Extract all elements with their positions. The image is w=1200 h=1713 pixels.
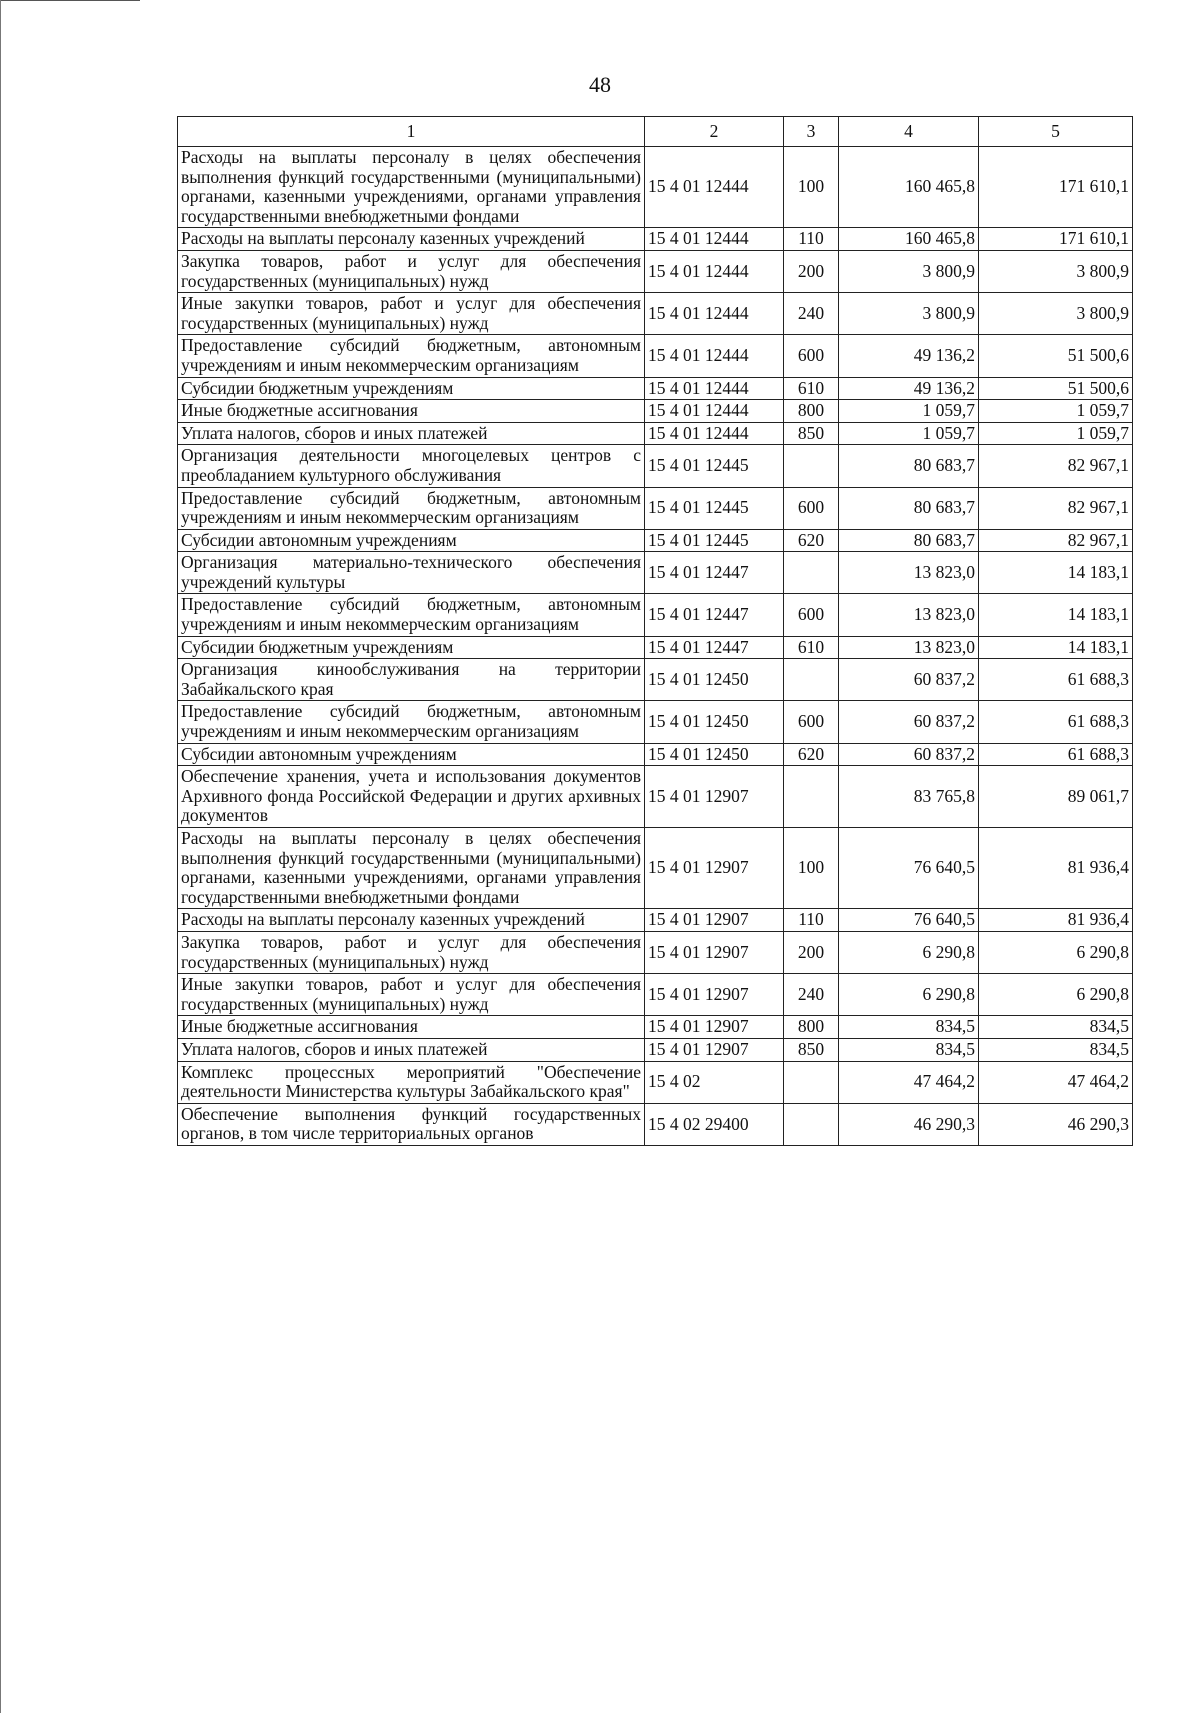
row-code-cell: 15 4 01 12907	[645, 909, 784, 932]
row-name-cell: Иные закупки товаров, работ и услуг для обеспечения государственных (муниципальных) нужд	[178, 974, 645, 1016]
row-expense-type-cell: 610	[784, 377, 839, 400]
table-row	[178, 335, 1133, 377]
row-amount-1-cell: 834,5	[839, 1016, 979, 1039]
row-expense-type-cell: 200	[784, 250, 839, 292]
row-code-cell: 15 4 01 12444	[645, 228, 784, 251]
row-amount-2-cell: 6 290,8	[979, 931, 1133, 973]
row-expense-type-cell	[784, 1103, 839, 1145]
row-name-cell: Предоставление субсидий бюджетным, автономным учреждениям и иным некоммерческим организациям	[178, 701, 645, 743]
row-name-cell: Иные бюджетные ассигнования	[178, 400, 645, 423]
table-row	[178, 293, 1133, 335]
table-row	[178, 445, 1133, 487]
row-amount-2-cell: 82 967,1	[979, 445, 1133, 487]
row-name-cell: Иные закупки товаров, работ и услуг для обеспечения государственных (муниципальных) нужд	[178, 293, 645, 335]
scan-edge-left	[0, 0, 1, 1713]
row-expense-type-cell: 100	[784, 147, 839, 228]
table-row	[178, 147, 1133, 228]
row-expense-type-cell: 200	[784, 931, 839, 973]
row-amount-1-cell: 60 837,2	[839, 659, 979, 701]
row-amount-1-cell: 3 800,9	[839, 250, 979, 292]
table-row	[178, 377, 1133, 400]
row-amount-2-cell: 46 290,3	[979, 1103, 1133, 1145]
page-number: 48	[589, 72, 611, 97]
row-code-cell: 15 4 01 12444	[645, 377, 784, 400]
row-name-cell: Расходы на выплаты персоналу казенных учреждений	[178, 228, 645, 251]
row-code-cell: 15 4 01 12450	[645, 659, 784, 701]
row-name-cell: Субсидии бюджетным учреждениям	[178, 636, 645, 659]
row-name-cell: Расходы на выплаты персоналу в целях обеспечения выполнения функций государственными (муниципальными) органами, казенными учреждениями, органами управления государственными внебюджетными фондами	[178, 828, 645, 909]
row-amount-1-cell: 1 059,7	[839, 422, 979, 445]
row-amount-1-cell: 76 640,5	[839, 828, 979, 909]
row-amount-1-cell: 13 823,0	[839, 594, 979, 636]
row-code-cell: 15 4 01 12444	[645, 400, 784, 423]
row-amount-1-cell: 49 136,2	[839, 335, 979, 377]
row-amount-2-cell: 51 500,6	[979, 377, 1133, 400]
row-code-cell: 15 4 01 12444	[645, 422, 784, 445]
table-row	[178, 659, 1133, 701]
row-expense-type-cell: 240	[784, 974, 839, 1016]
row-expense-type-cell: 850	[784, 422, 839, 445]
row-code-cell: 15 4 01 12907	[645, 974, 784, 1016]
table-row	[178, 1061, 1133, 1103]
row-expense-type-cell: 110	[784, 909, 839, 932]
row-amount-2-cell: 14 183,1	[979, 636, 1133, 659]
row-amount-2-cell: 89 061,7	[979, 766, 1133, 828]
table-row	[178, 701, 1133, 743]
row-name-cell: Закупка товаров, работ и услуг для обеспечения государственных (муниципальных) нужд	[178, 250, 645, 292]
row-expense-type-cell	[784, 659, 839, 701]
row-amount-1-cell: 160 465,8	[839, 228, 979, 251]
scan-edge-top	[0, 0, 140, 1]
row-amount-2-cell: 834,5	[979, 1038, 1133, 1061]
row-amount-1-cell: 80 683,7	[839, 445, 979, 487]
table-row	[178, 487, 1133, 529]
row-amount-2-cell: 171 610,1	[979, 228, 1133, 251]
table-row	[178, 1016, 1133, 1039]
row-name-cell: Организация материально-технического обеспечения учреждений культуры	[178, 552, 645, 594]
row-name-cell: Иные бюджетные ассигнования	[178, 1016, 645, 1039]
column-header-3: 3	[784, 117, 839, 147]
row-code-cell: 15 4 01 12450	[645, 743, 784, 766]
row-amount-2-cell: 61 688,3	[979, 659, 1133, 701]
row-name-cell: Расходы на выплаты персоналу казенных учреждений	[178, 909, 645, 932]
row-code-cell: 15 4 01 12445	[645, 445, 784, 487]
row-code-cell: 15 4 01 12907	[645, 1038, 784, 1061]
row-code-cell: 15 4 01 12447	[645, 552, 784, 594]
row-code-cell: 15 4 01 12447	[645, 594, 784, 636]
table-row	[178, 529, 1133, 552]
row-code-cell: 15 4 01 12907	[645, 931, 784, 973]
row-code-cell: 15 4 01 12444	[645, 293, 784, 335]
row-expense-type-cell: 100	[784, 828, 839, 909]
row-expense-type-cell	[784, 552, 839, 594]
row-amount-2-cell: 3 800,9	[979, 293, 1133, 335]
row-amount-2-cell: 171 610,1	[979, 147, 1133, 228]
row-amount-2-cell: 82 967,1	[979, 529, 1133, 552]
table-row	[178, 766, 1133, 828]
table-row	[178, 422, 1133, 445]
row-name-cell: Уплата налогов, сборов и иных платежей	[178, 1038, 645, 1061]
table-row	[178, 974, 1133, 1016]
row-name-cell: Закупка товаров, работ и услуг для обеспечения государственных (муниципальных) нужд	[178, 931, 645, 973]
row-amount-1-cell: 160 465,8	[839, 147, 979, 228]
row-amount-2-cell: 6 290,8	[979, 974, 1133, 1016]
row-amount-2-cell: 81 936,4	[979, 828, 1133, 909]
row-amount-2-cell: 14 183,1	[979, 552, 1133, 594]
row-name-cell: Комплекс процессных мероприятий "Обеспечение деятельности Министерства культуры Забайкальского края"	[178, 1061, 645, 1103]
column-header-2: 2	[645, 117, 784, 147]
table-body	[178, 147, 1133, 1146]
row-amount-2-cell: 51 500,6	[979, 335, 1133, 377]
table-row	[178, 828, 1133, 909]
table-row	[178, 250, 1133, 292]
row-amount-1-cell: 76 640,5	[839, 909, 979, 932]
table-row	[178, 400, 1133, 423]
row-amount-2-cell: 1 059,7	[979, 422, 1133, 445]
row-expense-type-cell: 800	[784, 1016, 839, 1039]
row-code-cell: 15 4 01 12447	[645, 636, 784, 659]
row-code-cell: 15 4 01 12445	[645, 529, 784, 552]
row-expense-type-cell: 600	[784, 701, 839, 743]
row-expense-type-cell	[784, 445, 839, 487]
row-expense-type-cell: 610	[784, 636, 839, 659]
row-amount-1-cell: 13 823,0	[839, 552, 979, 594]
row-amount-1-cell: 834,5	[839, 1038, 979, 1061]
row-amount-2-cell: 14 183,1	[979, 594, 1133, 636]
table-row	[178, 931, 1133, 973]
header-row	[178, 117, 1133, 147]
row-expense-type-cell: 850	[784, 1038, 839, 1061]
row-amount-1-cell: 46 290,3	[839, 1103, 979, 1145]
row-amount-1-cell: 13 823,0	[839, 636, 979, 659]
table-row	[178, 743, 1133, 766]
row-name-cell: Расходы на выплаты персоналу в целях обеспечения выполнения функций государственными (муниципальными) органами, казенными учреждениями, органами управления государственными внебюджетными фондами	[178, 147, 645, 228]
row-amount-1-cell: 3 800,9	[839, 293, 979, 335]
row-code-cell: 15 4 01 12444	[645, 335, 784, 377]
row-code-cell: 15 4 01 12907	[645, 1016, 784, 1039]
row-code-cell: 15 4 01 12445	[645, 487, 784, 529]
row-name-cell: Субсидии автономным учреждениям	[178, 529, 645, 552]
table-row	[178, 636, 1133, 659]
row-expense-type-cell: 600	[784, 487, 839, 529]
row-amount-2-cell: 81 936,4	[979, 909, 1133, 932]
table-row	[178, 228, 1133, 251]
row-code-cell: 15 4 01 12907	[645, 766, 784, 828]
row-expense-type-cell	[784, 766, 839, 828]
row-expense-type-cell: 110	[784, 228, 839, 251]
column-header-4: 4	[839, 117, 979, 147]
row-name-cell: Организация деятельности многоцелевых центров с преобладанием культурного обслуживания	[178, 445, 645, 487]
row-expense-type-cell: 800	[784, 400, 839, 423]
budget-table	[177, 116, 1133, 1146]
row-expense-type-cell: 600	[784, 594, 839, 636]
row-expense-type-cell: 600	[784, 335, 839, 377]
row-name-cell: Обеспечение хранения, учета и использования документов Архивного фонда Российской Федерации и других архивных документов	[178, 766, 645, 828]
row-amount-1-cell: 60 837,2	[839, 701, 979, 743]
table-row	[178, 552, 1133, 594]
row-amount-1-cell: 49 136,2	[839, 377, 979, 400]
table-row	[178, 1103, 1133, 1145]
row-amount-2-cell: 1 059,7	[979, 400, 1133, 423]
row-amount-2-cell: 834,5	[979, 1016, 1133, 1039]
row-name-cell: Уплата налогов, сборов и иных платежей	[178, 422, 645, 445]
row-amount-1-cell: 6 290,8	[839, 931, 979, 973]
row-expense-type-cell: 620	[784, 529, 839, 552]
row-code-cell: 15 4 01 12444	[645, 147, 784, 228]
row-amount-2-cell: 82 967,1	[979, 487, 1133, 529]
row-amount-1-cell: 60 837,2	[839, 743, 979, 766]
row-name-cell: Организация кинообслуживания на территории Забайкальского края	[178, 659, 645, 701]
row-name-cell: Предоставление субсидий бюджетным, автономным учреждениям и иным некоммерческим организациям	[178, 335, 645, 377]
row-amount-2-cell: 61 688,3	[979, 701, 1133, 743]
row-name-cell: Субсидии автономным учреждениям	[178, 743, 645, 766]
row-name-cell: Предоставление субсидий бюджетным, автономным учреждениям и иным некоммерческим организациям	[178, 487, 645, 529]
row-name-cell: Обеспечение выполнения функций государственных органов, в том числе территориальных органов	[178, 1103, 645, 1145]
row-code-cell: 15 4 01 12450	[645, 701, 784, 743]
row-code-cell: 15 4 01 12444	[645, 250, 784, 292]
table-row	[178, 1038, 1133, 1061]
row-amount-1-cell: 83 765,8	[839, 766, 979, 828]
row-expense-type-cell: 240	[784, 293, 839, 335]
row-amount-1-cell: 6 290,8	[839, 974, 979, 1016]
column-header-5: 5	[979, 117, 1133, 147]
row-amount-2-cell: 3 800,9	[979, 250, 1133, 292]
row-expense-type-cell	[784, 1061, 839, 1103]
row-amount-1-cell: 80 683,7	[839, 529, 979, 552]
row-code-cell: 15 4 02 29400	[645, 1103, 784, 1145]
row-expense-type-cell: 620	[784, 743, 839, 766]
table-row	[178, 909, 1133, 932]
row-amount-2-cell: 61 688,3	[979, 743, 1133, 766]
row-code-cell: 15 4 01 12907	[645, 828, 784, 909]
table-row	[178, 594, 1133, 636]
row-amount-1-cell: 47 464,2	[839, 1061, 979, 1103]
column-header-1: 1	[178, 117, 645, 147]
row-amount-1-cell: 80 683,7	[839, 487, 979, 529]
row-name-cell: Субсидии бюджетным учреждениям	[178, 377, 645, 400]
row-name-cell: Предоставление субсидий бюджетным, автономным учреждениям и иным некоммерческим организациям	[178, 594, 645, 636]
row-amount-1-cell: 1 059,7	[839, 400, 979, 423]
row-code-cell: 15 4 02	[645, 1061, 784, 1103]
row-amount-2-cell: 47 464,2	[979, 1061, 1133, 1103]
